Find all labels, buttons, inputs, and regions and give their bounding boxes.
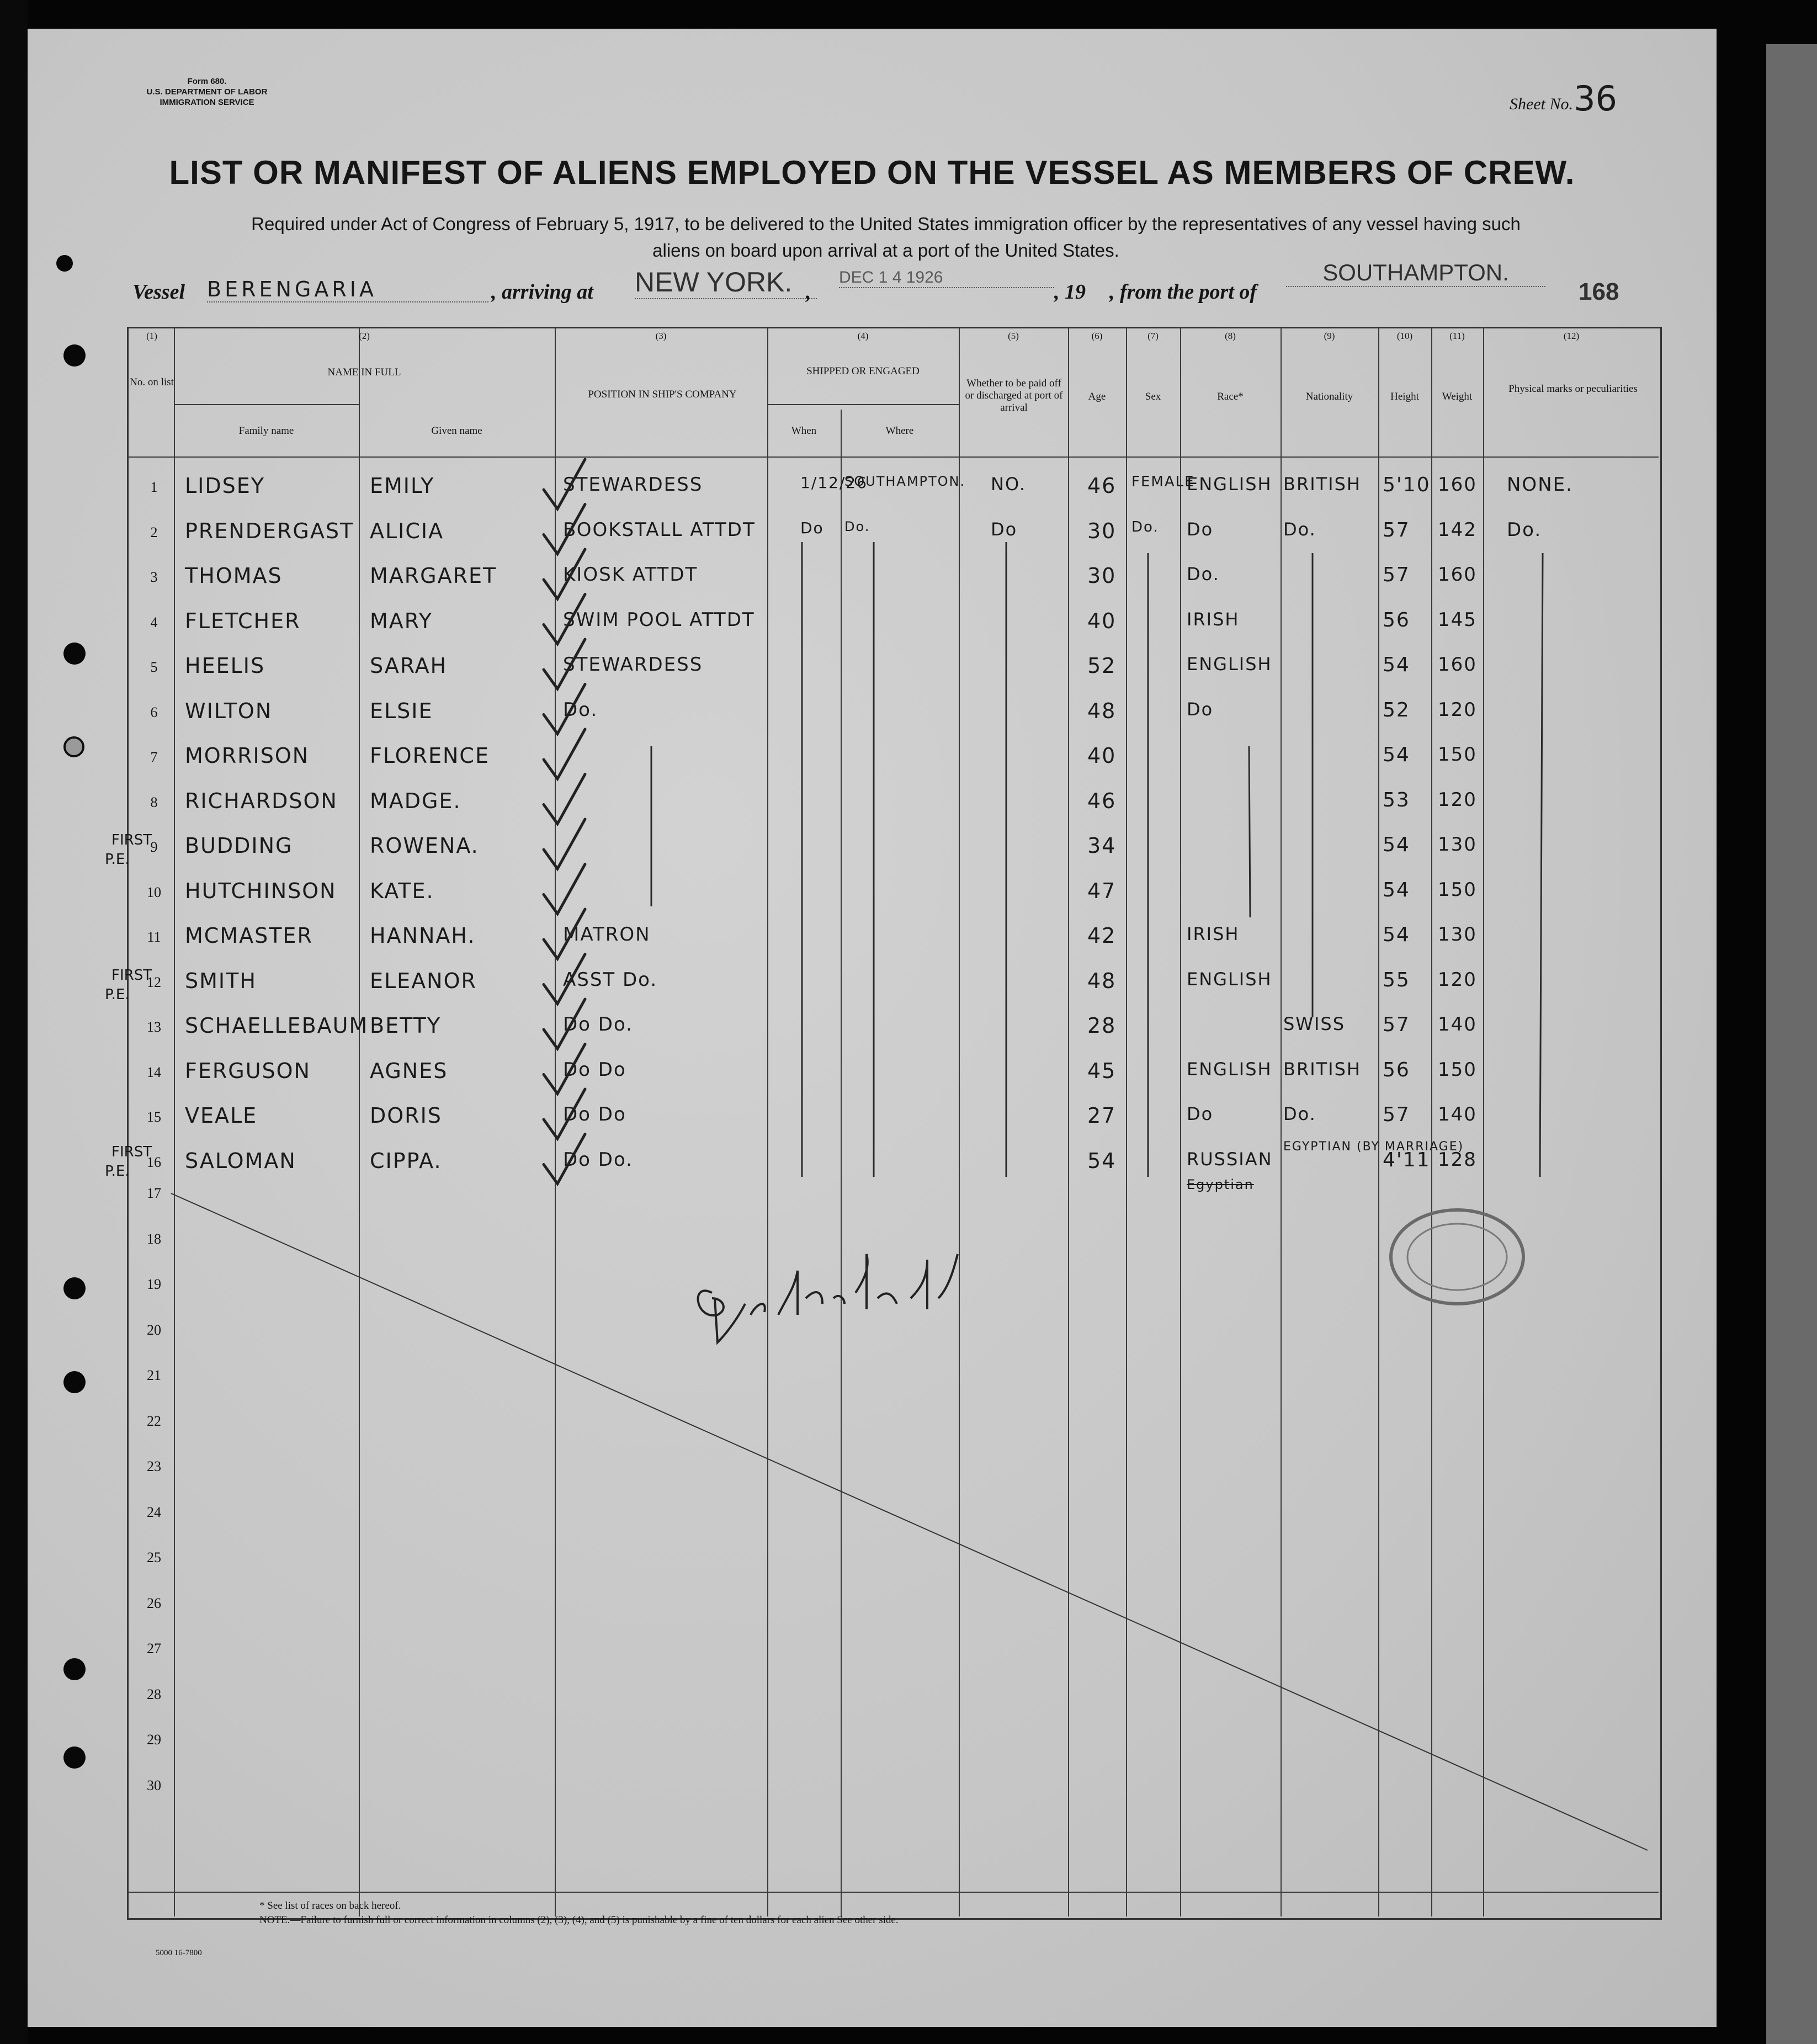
row-number: 10 (147, 884, 161, 900)
date-stamp: DEC 1 4 1926 (839, 268, 1054, 288)
row-number: 2 (150, 524, 158, 540)
header-physical-marks: Physical marks or peculiarities (1508, 383, 1638, 395)
vessel-label: Vessel (132, 280, 185, 304)
header-shipped: SHIPPED OR ENGAGED (806, 365, 920, 377)
row-number: 6 (150, 704, 158, 720)
nationality: BRITISH (1283, 1058, 1361, 1080)
row-number: 11 (147, 929, 161, 945)
weight: 145 (1438, 608, 1477, 631)
arriving-label: , arriving at (491, 280, 593, 304)
check-mark-icon (544, 909, 585, 959)
row-number: 7 (150, 749, 158, 765)
row-number: 8 (150, 794, 158, 810)
family-name: VEALE (185, 1103, 258, 1128)
check-mark-icon (544, 639, 585, 689)
height: 54 (1383, 744, 1410, 766)
height: 52 (1383, 698, 1410, 721)
height: 53 (1383, 788, 1410, 811)
column-number: (1) (146, 331, 157, 341)
check-mark-icon (544, 505, 585, 554)
age: 52 (1087, 654, 1117, 678)
header-age: Age (1088, 391, 1106, 402)
column-number: (3) (655, 331, 667, 341)
race: Do (1187, 1103, 1214, 1124)
header-weight: Weight (1442, 391, 1473, 402)
family-name: PRENDERGAST (185, 518, 354, 543)
service-name: IMMIGRATION SERVICE (160, 98, 254, 107)
row-number: 13 (147, 1019, 161, 1035)
weight: 140 (1438, 1013, 1477, 1036)
department-name: U.S. DEPARTMENT OF LABOR (146, 87, 268, 97)
row-number: 23 (147, 1458, 161, 1474)
weight: 160 (1438, 654, 1477, 676)
row-number: 16 (147, 1154, 161, 1170)
paid-off: Do (991, 518, 1018, 540)
family-name: THOMAS (185, 564, 283, 588)
race: ENGLISH (1187, 1058, 1272, 1080)
weight: 160 (1438, 564, 1477, 586)
age: 34 (1087, 833, 1117, 858)
family-name: LIDSEY (185, 474, 265, 498)
weight: 120 (1438, 788, 1477, 811)
given-name: ROWENA. (370, 833, 479, 858)
row-number: 27 (147, 1640, 161, 1657)
header-nationality: Nationality (1305, 391, 1353, 402)
age: 27 (1087, 1103, 1117, 1128)
race: Do (1187, 518, 1214, 540)
height: 54 (1383, 923, 1410, 946)
family-name: MCMASTER (185, 923, 313, 948)
officer-signature (698, 1254, 958, 1342)
position: Do. (563, 698, 598, 721)
check-mark-icon (544, 864, 585, 914)
vessel-name: BERENGARIA (207, 277, 488, 302)
weight: 130 (1438, 923, 1477, 946)
adjacent-page-edge (1766, 44, 1817, 2044)
sex: FEMALE (1131, 474, 1195, 490)
from-label: , from the port of (1109, 280, 1257, 304)
nationality: Do. (1283, 518, 1316, 540)
height: 54 (1383, 833, 1410, 856)
height: 54 (1383, 654, 1410, 676)
height: 55 (1383, 968, 1410, 991)
nationality: EGYPTIAN (BY MARRIAGE) (1283, 1139, 1464, 1154)
row-number: 1 (150, 479, 158, 495)
form-number: Form 680. (187, 77, 227, 86)
sheet-label: Sheet No. (1510, 95, 1573, 113)
position: BOOKSTALL ATTDT (563, 518, 756, 541)
header-sex: Sex (1145, 391, 1161, 402)
weight: 140 (1438, 1103, 1477, 1125)
manifest-sheet (28, 29, 1717, 2027)
position: KIOSK ATTDT (563, 564, 698, 586)
race: ENGLISH (1187, 474, 1272, 495)
height: 57 (1383, 564, 1410, 586)
position: STEWARDESS (563, 654, 703, 676)
check-mark-icon (544, 999, 585, 1049)
header-position: POSITION IN SHIP'S COMPANY (588, 389, 737, 400)
check-mark-icon (544, 774, 585, 824)
given-name: EMILY (370, 474, 435, 498)
header-height: Height (1390, 391, 1419, 402)
check-mark-icon (544, 954, 585, 1004)
pe-annotation: P.E. (105, 986, 130, 1003)
first-annotation: FIRST (111, 1144, 152, 1160)
check-mark-icon (544, 1089, 585, 1139)
row-number: 24 (147, 1504, 161, 1520)
check-mark-icon (544, 684, 585, 734)
height: 4'11 (1383, 1148, 1431, 1171)
family-name: SCHAELLEBAUM (185, 1013, 369, 1038)
manifest-title: LIST OR MANIFEST OF ALIENS EMPLOYED ON THE VESSEL AS MEMBERS OF CREW. (169, 154, 1575, 191)
inspection-stamp-inner (1407, 1224, 1507, 1290)
given-name: HANNAH. (370, 923, 476, 948)
weight: 142 (1438, 518, 1477, 541)
check-mark-icon (544, 1044, 585, 1094)
header-family-name: Family name (238, 425, 294, 437)
height: 57 (1383, 1103, 1410, 1126)
family-name: RICHARDSON (185, 788, 338, 813)
row-number: 22 (147, 1413, 161, 1429)
from-port: SOUTHAMPTON. (1286, 259, 1545, 287)
check-mark-icon (544, 1134, 585, 1184)
given-name: BETTY (370, 1013, 442, 1038)
given-name: DORIS (370, 1103, 442, 1128)
age: 48 (1087, 698, 1117, 723)
struck-race-text: Egyptian (1187, 1177, 1254, 1192)
family-name: SALOMAN (185, 1148, 296, 1173)
weight: 130 (1438, 833, 1477, 856)
row-number: 5 (150, 659, 158, 675)
page-number: 168 (1579, 278, 1619, 305)
family-name: BUDDING (185, 833, 293, 858)
handwriting-overlay (28, 29, 1717, 2027)
header-race: Race* (1217, 391, 1244, 402)
family-name: SMITH (185, 968, 257, 993)
paid-off: NO. (991, 474, 1026, 495)
shipped-when: Do (800, 518, 824, 537)
header-name-in-full: NAME IN FULL (327, 367, 401, 378)
row-number: 15 (147, 1109, 161, 1125)
position: STEWARDESS (563, 474, 703, 496)
header-when: When (791, 425, 817, 437)
age: 40 (1087, 744, 1117, 768)
column-number: (12) (1563, 331, 1580, 341)
row-number: 20 (147, 1321, 161, 1338)
given-name: AGNES (370, 1058, 448, 1083)
column-number: (6) (1091, 331, 1103, 341)
column-number: (10) (1396, 331, 1413, 341)
given-name: MARY (370, 608, 433, 633)
header-where: Where (885, 425, 914, 437)
physical-marks: Do. (1507, 518, 1542, 541)
header-no-on-list: No. on list (130, 376, 174, 388)
given-name: CIPPA. (370, 1148, 442, 1173)
age: 42 (1087, 923, 1117, 948)
family-name: HUTCHINSON (185, 878, 337, 903)
age: 47 (1087, 878, 1117, 903)
given-name: ELEANOR (370, 968, 477, 993)
ditto-line (1540, 553, 1543, 1177)
weight: 120 (1438, 698, 1477, 721)
race: ENGLISH (1187, 654, 1272, 675)
ditto-lines (651, 542, 1543, 1177)
row-number: 29 (147, 1732, 161, 1748)
weight: 150 (1438, 744, 1477, 766)
row-number: 18 (147, 1230, 161, 1247)
row-number: 30 (147, 1777, 161, 1793)
height: 5'10 (1383, 474, 1431, 496)
sex: Do. (1131, 518, 1159, 535)
height: 57 (1383, 1013, 1410, 1036)
check-mark-icon (544, 459, 585, 509)
weight: 120 (1438, 968, 1477, 991)
given-name: FLORENCE (370, 744, 490, 768)
height: 56 (1383, 608, 1410, 631)
position: Do Do. (563, 1013, 633, 1036)
shipped-where: Do. (844, 518, 870, 534)
weight: 128 (1438, 1148, 1477, 1171)
height: 54 (1383, 878, 1410, 901)
given-name: ELSIE (370, 698, 433, 723)
given-name: SARAH (370, 654, 448, 678)
row-number: 19 (147, 1276, 161, 1292)
subtitle-line-1: Required under Act of Congress of February 5, 1917, to be delivered to the United States immigration officer by the representatives of any vessel having such (251, 214, 1521, 234)
first-annotation: FIRST (111, 832, 152, 848)
left-scan-border (0, 0, 28, 2044)
position: MATRON (563, 923, 651, 946)
pe-annotation: P.E. (105, 851, 130, 868)
age: 46 (1087, 474, 1117, 498)
header-given-name: Given name (431, 425, 482, 437)
race: Do. (1187, 564, 1220, 585)
nationality: SWISS (1283, 1013, 1346, 1034)
nationality: BRITISH (1283, 474, 1361, 495)
column-number: (11) (1449, 331, 1465, 341)
footnote-races: * See list of races on back hereof. (259, 1900, 401, 1912)
column-number: (8) (1225, 331, 1236, 341)
family-name: FLETCHER (185, 608, 301, 633)
year-label: , 19 (1054, 280, 1086, 304)
height: 56 (1383, 1058, 1410, 1081)
given-name: KATE. (370, 878, 434, 903)
age: 48 (1087, 968, 1117, 993)
row-number: 28 (147, 1686, 161, 1702)
given-name: MARGARET (370, 564, 497, 588)
family-name: WILTON (185, 698, 273, 723)
column-number: (4) (857, 331, 869, 341)
height: 57 (1383, 518, 1410, 541)
arriving-port: NEW YORK. (635, 266, 817, 299)
row-number: 25 (147, 1549, 161, 1565)
family-name: MORRISON (185, 744, 310, 768)
row-number: 26 (147, 1595, 161, 1611)
row-number: 12 (147, 974, 161, 990)
cancel-diagonal-line (171, 1193, 1648, 1850)
age: 54 (1087, 1148, 1117, 1173)
weight: 150 (1438, 878, 1477, 901)
footnote-penalty: NOTE.—Failure to furnish full or correct information in columns (2), (3), (4), and (5) is punishable by a fine of ten dollars for each alien See other side. (259, 1914, 899, 1926)
row-number: 14 (147, 1064, 161, 1080)
family-name: HEELIS (185, 654, 265, 678)
family-name: FERGUSON (185, 1058, 311, 1083)
position: SWIM POOL ATTDT (563, 608, 755, 631)
row-number: 21 (147, 1367, 161, 1383)
race: ENGLISH (1187, 968, 1272, 990)
age: 28 (1087, 1013, 1117, 1038)
sheet-number: 36 (1574, 78, 1617, 119)
position: Do Do (563, 1103, 626, 1125)
age: 45 (1087, 1058, 1117, 1083)
nationality: Do. (1283, 1103, 1316, 1124)
check-mark-icon (544, 819, 585, 869)
position: Do Do. (563, 1148, 633, 1171)
position: ASST Do. (563, 968, 658, 991)
age: 40 (1087, 608, 1117, 633)
given-name: ALICIA (370, 518, 444, 543)
check-mark-icon (544, 549, 585, 599)
column-number: (9) (1324, 331, 1335, 341)
race: IRISH (1187, 608, 1240, 630)
age: 30 (1087, 518, 1117, 543)
ditto-line (1249, 746, 1250, 917)
physical-marks: NONE. (1507, 474, 1573, 496)
column-number: (7) (1147, 331, 1159, 341)
header-paid-off: Whether to be paid off or discharged at port of arrival (965, 378, 1063, 413)
subtitle-line-2: aliens on board upon arrival at a port of the United States. (652, 240, 1119, 261)
race: RUSSIAN (1187, 1148, 1273, 1170)
first-annotation: FIRST (111, 967, 152, 984)
age: 46 (1087, 788, 1117, 813)
position: Do Do (563, 1058, 626, 1081)
pe-annotation: P.E. (105, 1163, 130, 1180)
shipped-where: SOUTHAMPTON. (844, 474, 966, 489)
row-number: 9 (150, 839, 158, 855)
column-number: (5) (1008, 331, 1019, 341)
row-number: 4 (150, 614, 158, 630)
row-number: 3 (150, 569, 158, 585)
comma-separator: , (806, 280, 811, 304)
row-number: 17 (147, 1185, 161, 1201)
race: Do (1187, 698, 1214, 720)
shipped-when: 1/12/26 (800, 474, 868, 492)
weight: 160 (1438, 474, 1477, 496)
check-mark-icon (544, 594, 585, 644)
weight: 150 (1438, 1058, 1477, 1081)
print-code: 5000 16-7800 (156, 1949, 202, 1957)
given-name: MADGE. (370, 788, 461, 813)
check-mark-icon (544, 729, 585, 779)
age: 30 (1087, 564, 1117, 588)
column-number: (2) (359, 331, 370, 341)
race: IRISH (1187, 923, 1240, 944)
